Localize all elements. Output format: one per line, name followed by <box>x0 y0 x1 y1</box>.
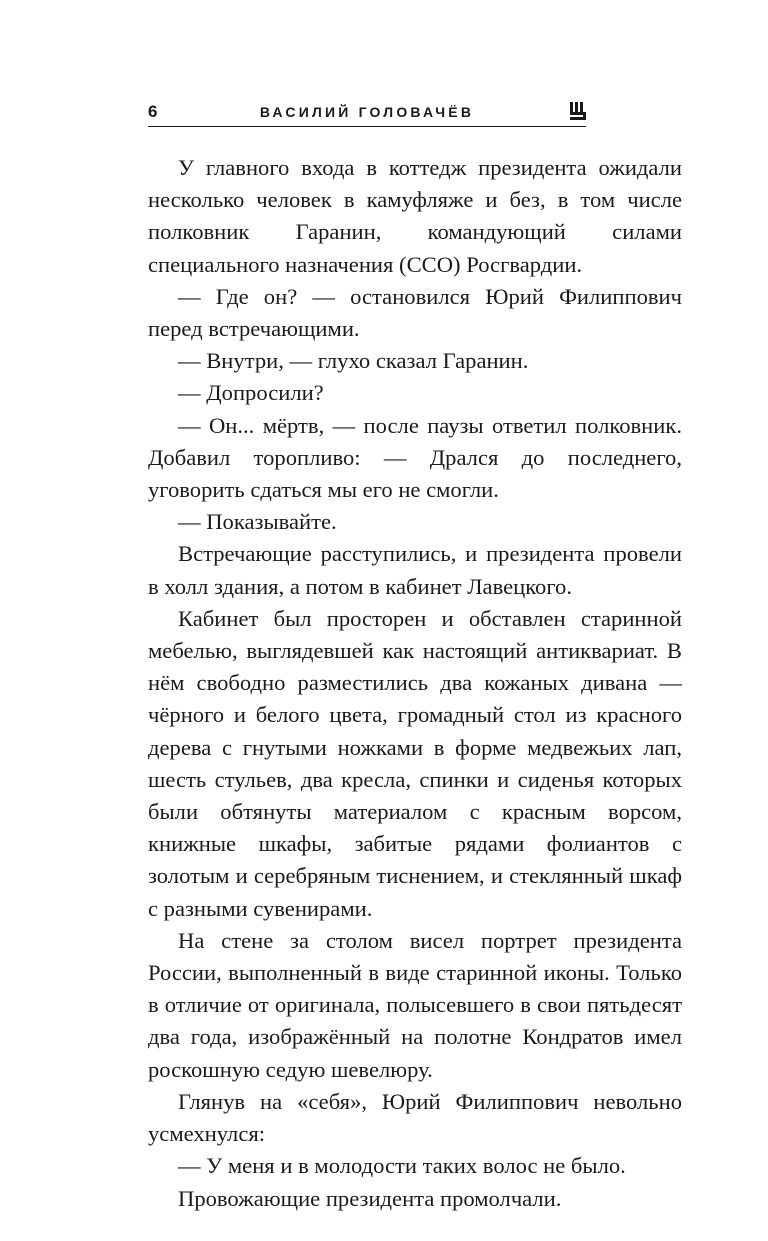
paragraph: — Где он? — остановился Юрий Филиппович перед встречающими. <box>148 283 682 342</box>
paragraph: — Допросили? <box>178 380 324 406</box>
paragraph: Кабинет был просторен и обставлен старинной мебелью, выглядевшей как настоящий антиквариат. В нём свободно разместились два кожаных дивана — чёрного и белого цвета, громадный стол из красного дерева с гнутыми ножками в форме медвежьих лап, шесть стульев, два кресла, спинки и сиденья которых были обтянуты материалом с красным ворсом, книжные шкафы, забитые рядами фолиантов с золотым и серебряным тиснением, и стеклянный шкаф с разными сувенирами. <box>148 605 682 921</box>
paragraph: — Показывайте. <box>178 509 337 535</box>
paragraph: — У меня и в молодости таких волос не было. <box>178 1153 626 1179</box>
paragraph: — Внутри, — глухо сказал Гаранин. <box>178 348 529 374</box>
header-rule <box>148 126 586 127</box>
paragraph: На стене за столом висел портрет президента России, выполненный в виде старинной иконы. Только в отличие от оригинала, полысевшего в свои пятьдесят два года, изображённый на полотне Кондратов имел роскошную седую шевелюру. <box>148 927 682 1082</box>
paragraph: У главного входа в коттедж президента ожидали несколько человек в камуфляже и без, в том числе полковник Гаранин, командующий силами специального назначения (ССО) Росгвардии. <box>148 155 682 277</box>
body-text <box>148 152 682 1215</box>
publisher-logo-icon <box>570 102 586 120</box>
paragraph: Встречающие расступились, и президента провели в холл здания, а потом в кабинет Лавецкого. <box>148 541 682 599</box>
paragraph: Глянув на «себя», Юрий Филиппович невольно усмехнулся: <box>148 1088 682 1147</box>
page-number: 6 <box>148 102 158 121</box>
running-header <box>148 98 586 128</box>
running-title-author: ВАСИЛИЙ ГОЛОВАЧЁВ <box>259 104 475 120</box>
paragraph: Провожающие президента промолчали. <box>178 1185 562 1211</box>
paragraph: — Он... мёртв, — после паузы ответил полковник. Добавил торопливо: — Дрался до последнего, уговорить сдаться мы его не смогли. <box>148 412 682 503</box>
